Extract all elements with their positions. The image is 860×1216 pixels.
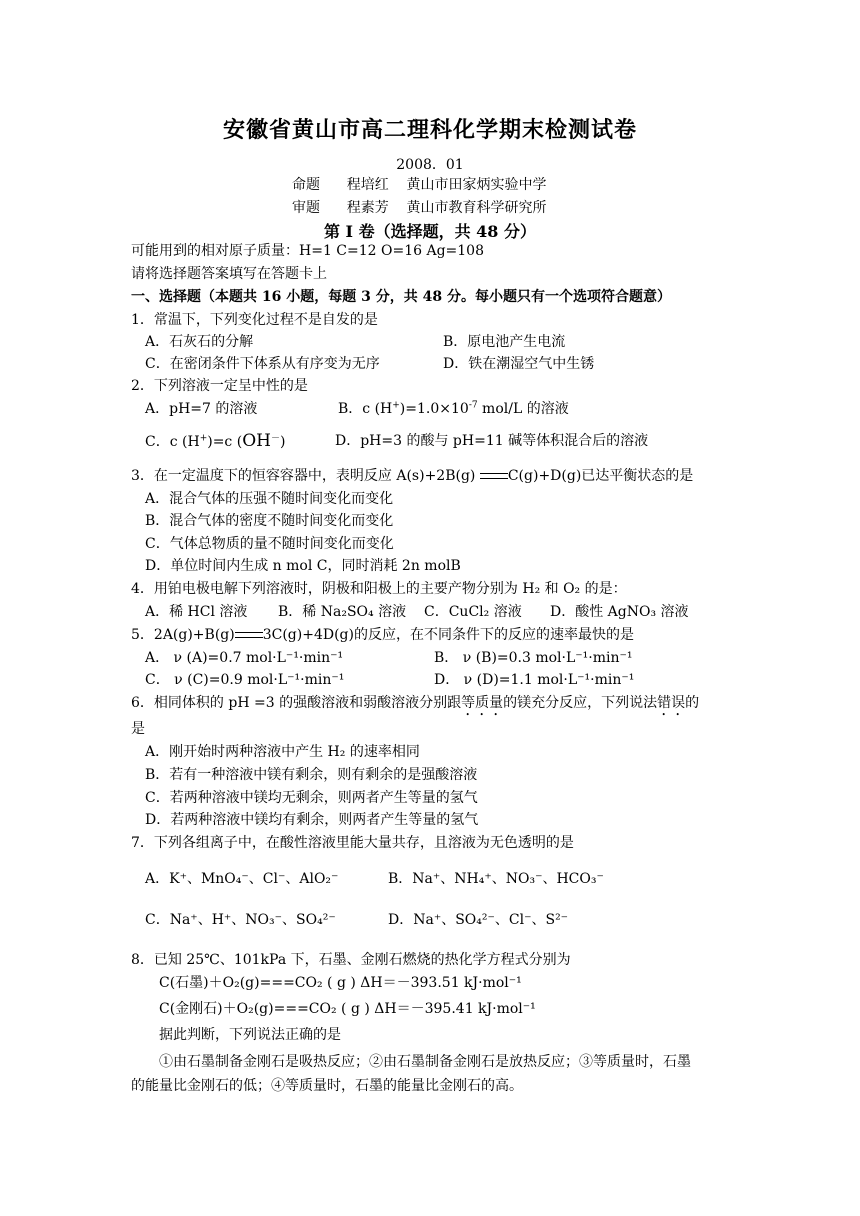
q4-stem: 4．用铂电极电解下列溶液时，阴极和阳极上的主要产物分别为 H₂ 和 O₂ 的是：	[131, 581, 627, 597]
atomic-masses: 可能用到的相对原子质量：H=1 C=12 O=16 Ag=108	[131, 243, 485, 259]
q3-stem	[131, 467, 693, 485]
q4-option-b: B．稀 Na₂SO₄ 溶液	[278, 604, 407, 620]
q8-judge: 据此判断，下列说法正确的是	[159, 1027, 341, 1043]
q7-option-a: A．K⁺、MnO₄⁻、Cl⁻、AlO₂⁻	[145, 871, 339, 887]
q5-option-a: A． ν (A)=0.7 mol·L⁻¹·min⁻¹	[145, 650, 344, 666]
q1-stem: 1．常温下，下列变化过程不是自发的是	[131, 312, 378, 328]
q6-stem-a: 6．相同体积的 pH =3 的强酸溶液和弱酸溶液分别跟	[131, 695, 462, 711]
q1-option-c: C．在密闭条件下体系从有序变为无序	[145, 356, 380, 372]
q3-option-d: D．单位时间内生成 n mol C，同时消耗 2n molB	[145, 558, 461, 574]
q7-stem: 7．下列各组离子中，在酸性溶液里能大量共存，且溶液为无色透明的是	[131, 835, 574, 851]
q6-stem-continued: 是	[131, 721, 145, 737]
q2-b-mid: )=1.0×10	[399, 401, 469, 417]
q2-option-d: D．pH=3 的酸与 pH=11 碱等体积混合后的溶液	[335, 433, 649, 449]
equilibrium-arrow-icon	[480, 470, 508, 482]
q3-option-b: B．混合气体的密度不随时间变化而变化	[145, 513, 394, 529]
q6-emphasis-equal-mass: 等质量	[461, 695, 504, 711]
q6-option-c: C．若两种溶液中镁均无剩余，则两者产生等量的氢气	[145, 790, 478, 806]
q2-option-a: A．pH=7 的溶液	[145, 401, 258, 417]
q1-option-b: B．原电池产生电流	[443, 334, 566, 350]
q7-option-b: B．Na⁺、NH₄⁺、NO₃⁻、HCO₃⁻	[388, 871, 604, 887]
q6-stem-c: 的	[685, 695, 700, 711]
q8-statements-line2: 的能量比金刚石的低；④等质量时，石墨的能量比金刚石的高。	[131, 1078, 523, 1094]
q6-emphasis-wrong: 错误	[657, 695, 686, 711]
q6-stem-b: 的镁充分反应，下列说法	[503, 695, 658, 711]
q5-option-b: B． ν (B)=0.3 mol·L⁻¹·min⁻¹	[434, 650, 633, 666]
q5-option-d: D． ν (D)=1.1 mol·L⁻¹·min⁻¹	[434, 672, 635, 688]
q2-stem: 2．下列溶液一定呈中性的是	[131, 378, 308, 394]
q6-option-d: D．若两种溶液中镁均有剩余，则两者产生等量的氢气	[145, 812, 479, 828]
q3-option-a: A．混合气体的压强不随时间变化而变化	[145, 491, 394, 507]
q8-equation-graphite: C(石墨)＋O₂(g)===CO₂ ( g ) ΔH＝－393.51 kJ·mol⁻¹	[159, 975, 522, 991]
q3-stem-end: C(g)+D(g)已达平衡状态的是	[507, 468, 694, 484]
q8-stem: 8．已知 25℃、101kPa 下，石墨、金刚石燃烧的热化学方程式分别为	[131, 952, 571, 968]
q5-stem-start: 5．2A(g)+B(g)	[131, 627, 235, 643]
q5-stem-end: 3C(g)+4D(g)的反应，在不同条件下的反应的速率最快的是	[262, 627, 634, 643]
q4-option-a: A．稀 HCl 溶液	[145, 604, 248, 620]
q3-option-c: C．气体总物质的量不随时间变化而变化	[145, 536, 394, 552]
q7-option-d: D．Na⁺、SO₄²⁻、Cl⁻、S²⁻	[388, 912, 569, 928]
q5-option-c: C． ν (C)=0.9 mol·L⁻¹·min⁻¹	[145, 672, 345, 688]
q2-c-oh: OH	[242, 431, 271, 451]
reviewer-line: 审题 程素芳 黄山市教育科学研究所	[292, 200, 547, 216]
exam-date: 2008．01	[396, 157, 464, 173]
q2-b-exponent: -7	[468, 400, 478, 411]
author-line: 命题 程培红 黄山市田家炳实验中学	[292, 177, 547, 193]
equilibrium-arrow-icon	[235, 629, 263, 641]
q6-option-a: A．刚开始时两种溶液中产生 H₂ 的速率相同	[145, 744, 420, 760]
q7-option-c: C．Na⁺、H⁺、NO₃⁻、SO₄²⁻	[145, 912, 336, 928]
q8-statements-line1: ①由石墨制备金刚石是吸热反应；②由石墨制备金刚石是放热反应；③等质量时，石墨	[159, 1054, 691, 1070]
q6-stem	[131, 694, 699, 719]
q2-c-prefix: C．c (H	[145, 434, 200, 450]
q2-c-suffix: )	[279, 434, 286, 450]
q8-equation-diamond: C(金刚石)＋O₂(g)===CO₂ ( g ) ΔH＝－395.41 kJ·mol⁻¹	[159, 1001, 536, 1017]
part-heading: 第 I 卷（选择题，共 48 分）	[323, 222, 537, 241]
q3-stem-start: 3．在一定温度下的恒容容器中，表明反应 A(s)+2B(g)	[131, 468, 480, 484]
q1-option-a: A．石灰石的分解	[145, 334, 254, 350]
q2-c-mid: )=c (	[207, 434, 243, 450]
q4-option-c: C．CuCl₂ 溶液	[424, 604, 522, 620]
section-heading: 一、选择题（本题共 16 小题，每题 3 分，共 48 分。每小题只有一个选项符合题意）	[131, 289, 671, 305]
q2-b-suffix: mol/L 的溶液	[477, 401, 569, 417]
answer-instruction: 请将选择题答案填写在答题卡上	[131, 266, 327, 282]
q5-stem	[131, 626, 634, 644]
q1-option-d: D．铁在潮湿空气中生锈	[443, 356, 595, 372]
q6-option-b: B．若有一种溶液中镁有剩余，则有剩余的是强酸溶液	[145, 767, 478, 783]
q2-b-prefix: B．c (H	[338, 401, 393, 417]
q2-option-c: C．c (H+)=c (OH－)	[145, 431, 286, 451]
q4-option-d: D．酸性 AgNO₃ 溶液	[550, 604, 689, 620]
exam-title: 安徽省黄山市高二理科化学期末检测试卷	[222, 117, 637, 143]
q2-option-b: B．c $(H^+)=1.0\times 10^{-7}$ mol/L 的溶液	[338, 400, 569, 417]
